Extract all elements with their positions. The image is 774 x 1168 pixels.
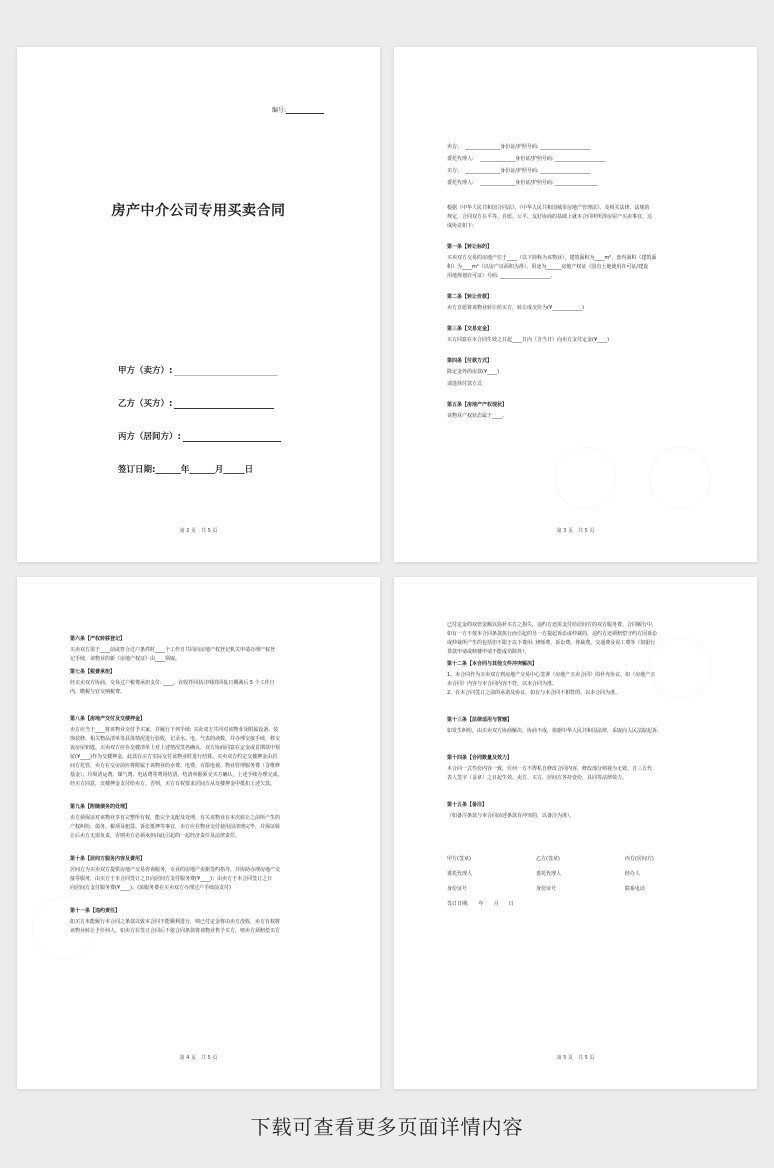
article-line: 产权纠纷、债务、税项及租赁、诉讼抵押等事宜，卖方应在物业交付使用前清理完毕，并保证转 xyxy=(70,824,281,830)
article-title: 第六条【产权转移登记】 xyxy=(70,636,126,642)
article-line: 除定金外的房款(¥____) xyxy=(447,369,500,375)
article-line: 请选择付款方式 xyxy=(447,381,483,387)
preamble-line: 成协议如下: xyxy=(447,223,474,229)
article-title: 第三条【交易定金】 xyxy=(447,326,493,332)
sign-cell: 委托代理人 xyxy=(447,871,473,877)
page-cover xyxy=(17,47,380,562)
article-line: 卖合同》内容与本合同内容不符，以本合同为准。 xyxy=(447,681,558,687)
page-number: 第 5 页 共 5 页 xyxy=(556,1055,595,1061)
article-line: 经买方同意，交楼押金支付给卖方。否则，买方有权要求居间方从交楼押金中抵扣上述欠款。 xyxy=(70,781,276,787)
party-line: 买方: ______________身份证/护照号码: ____________________ xyxy=(447,168,591,174)
article-title: 第十五条【备注】 xyxy=(447,802,488,808)
signature-block xyxy=(447,855,705,909)
article-line: 用地规划许可证）号码: ____________________。 xyxy=(447,273,556,279)
article-line: 饰装修、相关物品清单等具体情况进行验收，记录水、电、气表的读数，并办理交接手续，移交 xyxy=(70,736,281,742)
watermark xyxy=(649,447,711,509)
party-a-row xyxy=(118,364,278,376)
doc-number-blank xyxy=(286,107,324,114)
article-title: 第七条【税费承担】 xyxy=(70,669,116,675)
party-b-label: 乙方（买方）: xyxy=(118,399,173,409)
sign-cell: 甲方(签章) xyxy=(447,856,471,862)
article-title: 第九条【附随债务的处理】 xyxy=(70,804,131,810)
sign-date-row: 签订日期:______年______月_____日 xyxy=(118,465,254,475)
party-list xyxy=(447,143,705,188)
preamble-line: 根据《中华人民共和国合同法》、《中华人民共和国城市房地产管理法》、及相关法律、法规的 xyxy=(447,205,650,211)
sign-cell: 委托代理人 xyxy=(535,871,561,877)
sign-cell: 身份证号 xyxy=(535,886,556,892)
article-line: 让后卖方无需负责，否则卖方必须承担由此引起的一起经济责任及法律责任。 xyxy=(70,833,241,839)
article-title: 第五条【房地产产权现状】 xyxy=(447,402,508,408)
article-line: 向居间方支付服务费(¥____)。(该服务费在买卖双方办理过户手续前支付) xyxy=(70,885,231,891)
article-line: 积）为____m²（以房产证面积为准），用途为______房地产权证（国有土地使用许可证/建设 xyxy=(447,264,649,270)
article-line: 接等服务，由买方于本合同签订之日向居间方支付服务费(¥____)；由卖方于本合同签订之日 xyxy=(70,876,273,882)
party-line: 委托代理人: ______________身份证/护照号码: ____________________ xyxy=(447,156,606,162)
article-line: 居间方为买卖双方提供房地产交易咨询服务，专业的房地产卖新签约指导，并协助办理房地产交 xyxy=(70,867,281,873)
article-line: 间方托管，卖方在交房前应将附属于该物业的水费、电费、有限电视、物业管理服务费（含维修 xyxy=(70,763,281,769)
article-line: 卖方自愿将该物业转让给买方，转让成交价为(¥____________) xyxy=(447,305,585,311)
sign-cell xyxy=(625,900,705,909)
article-line: 如发生纠纷，由买卖双方协商解决，协商不成，依据中华人民共和国法律，采取向人民法院起诉。 xyxy=(447,728,663,734)
article-line: 表人签字（盖章）之日起生效。卖方、买方、居间方各持壹份，具同等法律效力。 xyxy=(447,775,628,781)
article-line: 该物业产权状态属于____。 xyxy=(447,413,508,419)
sign-cell: 联系电话 xyxy=(624,886,645,892)
article-line: 2、在本合同签订之前的承诺及协议，如有与本合同不相符的，以本合同为准。 xyxy=(447,690,621,696)
article-title: 第一条【转让标的】 xyxy=(447,244,493,250)
article-title: 第十三条【法律适用与管辖】 xyxy=(447,717,513,723)
party-b-blank xyxy=(174,399,274,409)
article-line: 本合同一式叁份内容一致，任何一方不得私自修改合同内容，修改部分则视为无效。自三方代 xyxy=(447,766,653,772)
doc-number xyxy=(272,105,324,114)
article-line: 卖方应当于____将该物业交付予买家，并履行下列手续: 买卖双方共同对该物业及附属设备、装 xyxy=(70,727,279,733)
article-title: 第十一条【违约责任】 xyxy=(70,908,121,914)
party-c-label: 丙方（居间方）: xyxy=(118,432,181,442)
sign-cell: 乙方(签章) xyxy=(535,856,560,862)
sign-cell: 经办人 xyxy=(624,871,640,877)
article-line: 该房屋钥匙。买卖双方应在交楼清单上对上述情况签名确认。双方协商同意在定金或首期款中预 xyxy=(70,745,281,751)
article-line: 或仲裁所产生的包括但不限于以下费用: 律师费、诉讼费、仲裁费、交通费及误工费等（如银行 xyxy=(447,640,656,646)
page2-content xyxy=(447,143,705,421)
party-c-row xyxy=(118,430,281,442)
page4-content xyxy=(447,621,705,909)
party-c-blank xyxy=(183,432,281,442)
article-title: 第四条【付款方式】 xyxy=(447,358,493,364)
page-articles-2 xyxy=(17,577,380,1089)
download-caption[interactable]: 下载可查看更多页面详情内容 xyxy=(250,1115,524,1139)
page-number: 第 2 页 共 5 页 xyxy=(179,528,218,534)
article-line: 买方同意在本合同生效之日起____日内（含当日）向卖方支付定金(¥____) xyxy=(447,337,610,343)
party-a-label: 甲方（卖方）: xyxy=(118,366,173,376)
page-articles-1 xyxy=(394,47,757,562)
sign-cell xyxy=(536,900,625,909)
article-line: 基金）、垃圾清运费、煤气费、电话费等费用结清，结清单据须交买方确认，上述手续办理完成， xyxy=(70,772,283,778)
article-title: 第十条【居间方服务内容及费用】 xyxy=(70,856,146,862)
article-line: （如备注条款与本合同前述条款有冲突的，以备注为准）。 xyxy=(447,813,575,819)
article-line: 已付定金的双倍金额以弥补买方之损失，违约方还需支付给居间方的双方服务费。合同履行中， xyxy=(447,622,658,628)
party-a-blank xyxy=(174,366,278,376)
sign-cell: 身份证号 xyxy=(447,886,468,892)
article-title: 第十四条【合同数量及效力】 xyxy=(447,755,513,761)
preamble-line: 规定，合同双方在平等、自愿、公平、友好协商的基础上就本合同所所涉房屋产买卖事宜，达 xyxy=(447,214,653,220)
sign-date-cell: 签订日期: 年 月 日 xyxy=(447,901,514,907)
article-title: 第二条【转让价款】 xyxy=(447,294,493,300)
page3-content xyxy=(70,629,328,936)
article-line: 买卖双方需于____前或符合过户条件时____个工作日共同向房地产权登记机关申请办理产权登 xyxy=(70,647,276,653)
article-title: 第八条【房地产交付及交楼押金】 xyxy=(70,716,146,722)
article-line: 买卖双方交易的房地产位于____（以下简称为该物业），建筑面积为____m²，套内面积（建筑面 xyxy=(447,255,657,261)
party-b-row xyxy=(118,397,274,409)
article-line: 记手续，该物业的新《房地产权证》由____领取。 xyxy=(70,656,181,662)
page-number: 第 4 页 共 5 页 xyxy=(179,1055,218,1061)
doc-number-label: 编号: xyxy=(271,107,286,114)
party-line: 委托代理人: ______________身份证/护照号码: _________________ xyxy=(447,180,598,186)
article-title: 第十二条【本合同与其他文件冲突解决】 xyxy=(447,661,538,667)
article-line: 该物业转让予任何人，如卖方在签订合同后不依合同条款将该物业售予买方，则卖方须赔偿买方 xyxy=(70,928,281,934)
page-number: 第 3 页 共 5 页 xyxy=(556,528,595,534)
article-line: 经买卖双方协商，交易过户税费承担支付: ____，在收件回执注明的回复日期满后 5 个工作日 xyxy=(70,680,275,686)
article-line: 内，缴税与官交纳税费。 xyxy=(70,689,126,695)
article-line: 如买方未能履行本合同之条款以致本合同不能顺利进行，则已付定金将由卖方没收，卖方有权将 xyxy=(70,919,281,925)
article-line: 贷款申请或赎楼申请不能成功除外）。 xyxy=(447,649,530,655)
article-line: 留(¥____)作为交楼押金，此款在买方实际交付该物业时进行结算。买卖双方约定交楼押金由居 xyxy=(70,754,278,760)
contract-title: 房产中介公司专用买卖合同 xyxy=(111,203,286,219)
watermark xyxy=(554,447,616,509)
party-line: 卖方: ______________身份证/护照号码: ____________________ xyxy=(447,144,591,150)
sign-cell: 丙方(居间方) xyxy=(624,856,654,862)
article-line: 如有一方不按本合同条款执行而引起的另一方提起诉讼或仲裁的，违约方还须赔偿守约方因诉讼 xyxy=(447,631,658,637)
preamble xyxy=(447,204,705,231)
article-line: 卖方须保证对该物业享有完整所有权，能完全支配及处理，有关该物业在本次转让之前所产生的 xyxy=(70,815,281,821)
article-line: 1、本合同作为买卖双方到房地产交易中心签署《房地产买卖合同》的补充协议，如《房地产买 xyxy=(447,672,656,678)
page-articles-3 xyxy=(394,577,757,1089)
